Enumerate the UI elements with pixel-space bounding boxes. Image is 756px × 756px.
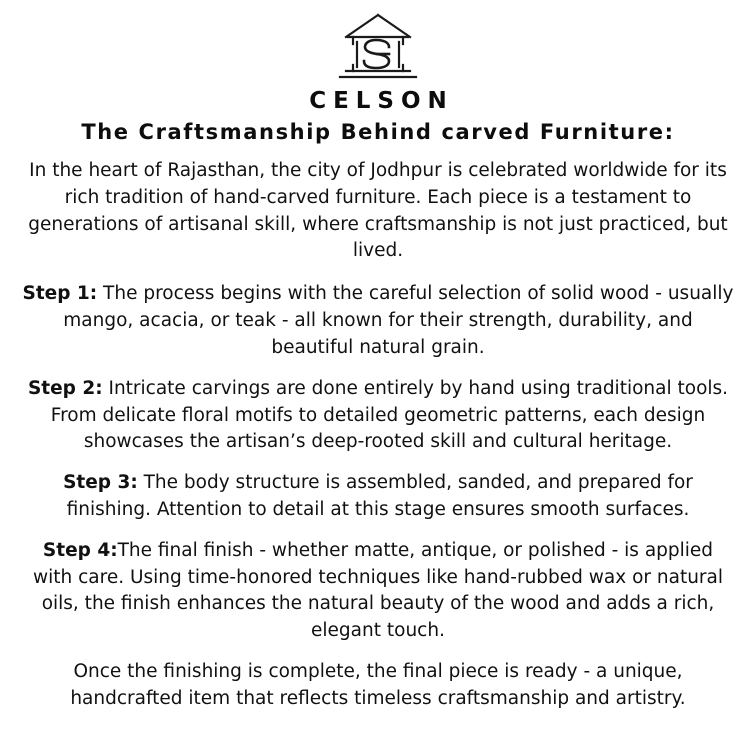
closing-paragraph: Once the finishing is complete, the final piece is ready - a unique, handcrafted item that reflects timeless craftsmanship and artistry. (70, 661, 686, 709)
step-text-4: The final finish - whether matte, antique, or polished - is applied with care. Using time-honored techniques like hand-rubbed wax or natural oils, the finish enhances the natural beauty of the wood and adds a rich, elegant touch. (32, 539, 724, 642)
step-paragraph-3 (22, 470, 734, 524)
step-paragraph-4 (22, 538, 734, 645)
celson-house-monogram-icon (323, 10, 433, 84)
step-label-3: Step 3: (63, 472, 138, 494)
step-paragraph-2 (22, 376, 734, 456)
page-title: The Craftsmanship Behind carved Furniture: (81, 120, 675, 144)
step-text-1: The process begins with the careful selection of solid wood - usually mango, acacia, or teak - all known for their strength, durability, and beautiful natural grain. (63, 283, 734, 358)
step-text-2: Intricate carvings are done entirely by hand using traditional tools. From delicate floral motifs to detailed geometric patterns, each design showcases the artisan’s deep-rooted skill and cultural heritage. (50, 377, 729, 453)
step-text-3: The body structure is assembled, sanded, and prepared for finishing. Attention to detail at this stage ensures smooth surfaces. (66, 472, 693, 520)
step-paragraph-1 (22, 281, 734, 361)
intro-paragraph: In the heart of Rajasthan, the city of Jodhpur is celebrated worldwide for its rich tradition of hand-carved furniture. Each piece is a testament to generations of artisanal skill, where craftsmanship is not just practiced, but lived. (28, 160, 728, 262)
step-label-1: Step 1: (22, 283, 98, 305)
step-label-4: Step 4: (42, 539, 118, 561)
step-label-2: Step 2: (27, 377, 103, 399)
brand-name: CELSON (309, 88, 454, 114)
